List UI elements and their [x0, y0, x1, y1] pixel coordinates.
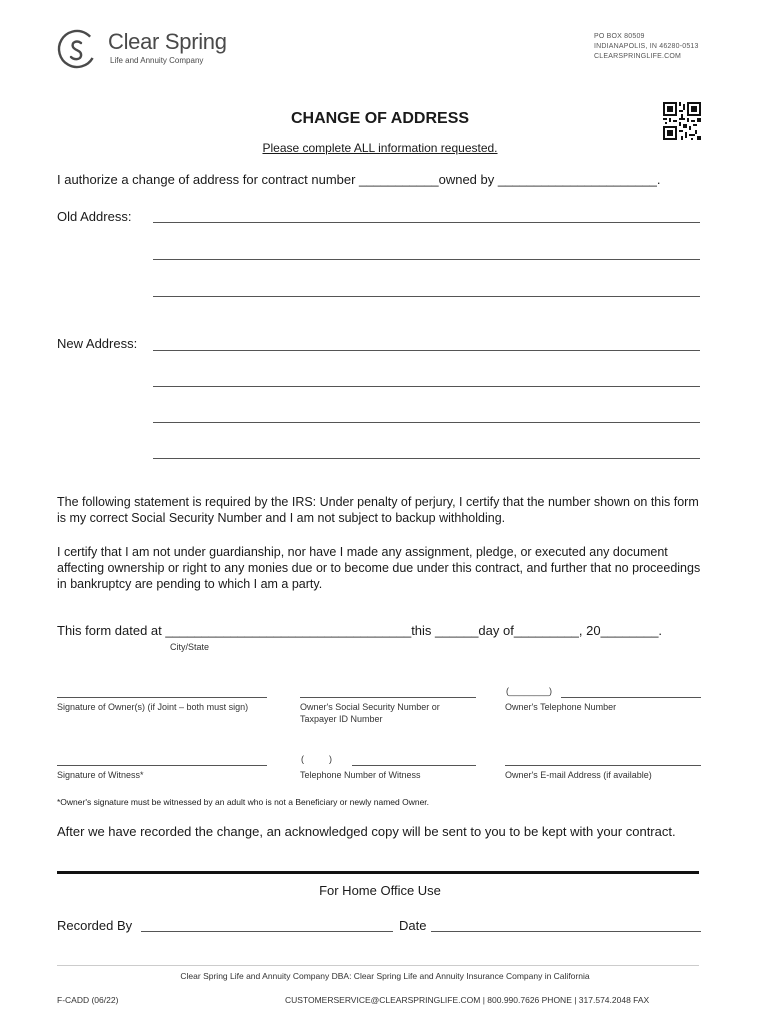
guardianship-statement: I certify that I am not under guardianship, nor have I made any assignment, pledge, or executed any document affecting ownership or right to any monies due or to become due under this contract, and further that no proceedings in bankruptcy are pending to which I am a party. [57, 545, 701, 591]
section-divider [57, 871, 699, 874]
owner-signature-label: Signature of Owner(s) (if Joint – both must sign) [57, 702, 249, 712]
brand-name: Clear Spring [108, 29, 227, 54]
witness-signature-label: Signature of Witness* [57, 770, 144, 780]
dated-line: This form dated at __________________________________this ______day of_________, 20________. [57, 623, 663, 638]
recorded-by-line[interactable] [141, 931, 393, 932]
email-label: Owner's E-mail Address (if available) [505, 770, 652, 780]
recorded-by-label: Recorded By [57, 918, 133, 933]
footer-form-code: F-CADD (06/22) [57, 995, 119, 1005]
owner-signature-line[interactable] [57, 697, 267, 698]
irs-statement [57, 494, 707, 526]
old-address-line-3[interactable] [153, 296, 700, 297]
clear-spring-logo-icon [54, 26, 100, 72]
address-website: CLEARSPRINGLIFE.COM [594, 53, 682, 60]
footer-contact: CUSTOMERSERVICE@CLEARSPRINGLIFE.COM | 800.990.7626 PHONE | 317.574.2048 FAX [285, 995, 650, 1005]
old-address-line-2[interactable] [153, 259, 700, 260]
witness-footnote: *Owner's signature must be witnessed by an adult who is not a Beneficiary or newly named Owner. [57, 797, 430, 807]
acknowledgement-text: After we have recorded the change, an acknowledged copy will be sent to you to be kept with your contract. [57, 824, 676, 839]
ssn-label: Owner's Social Security Number or Taxpayer ID Number [300, 702, 440, 724]
address-city: INDIANAPOLIS, IN 46280-0513 [594, 43, 699, 50]
witness-phone-line[interactable] [352, 765, 476, 766]
old-address-label: Old Address: [57, 209, 132, 224]
new-address-label: New Address: [57, 336, 138, 351]
authorize-line: I authorize a change of address for contract number ___________owned by ______________________. [57, 172, 661, 187]
owner-phone-label: Owner's Telephone Number [505, 702, 617, 712]
city-state-label: City/State [170, 642, 210, 652]
new-address-line-3[interactable] [153, 422, 700, 423]
witness-phone-area-code: ( ) [301, 754, 332, 764]
date-line[interactable] [431, 931, 701, 932]
email-line[interactable] [505, 765, 701, 766]
new-address-line-4[interactable] [153, 458, 700, 459]
witness-signature-line[interactable] [57, 765, 267, 766]
home-office-heading: For Home Office Use [319, 883, 441, 898]
date-label: Date [399, 918, 427, 933]
irs-statement-lead: The following statement is required by the IRS: [57, 495, 317, 509]
footer-dba: Clear Spring Life and Annuity Company DBA: Clear Spring Life and Annuity Insurance Company in California [180, 971, 590, 981]
old-address-line-1[interactable] [153, 222, 700, 223]
form-title: CHANGE OF ADDRESS [290, 110, 470, 127]
ssn-line[interactable] [300, 697, 476, 698]
irs-statement-body: Under penalty of perjury, I certify that the number shown on this form is my correct Social Security Number and I am not subject to backup withholding. [57, 495, 699, 525]
address-po-box: PO BOX 80509 [594, 33, 645, 40]
footer-divider [57, 965, 699, 966]
owner-phone-area-code: (________) [506, 686, 553, 696]
form-subtitle: Please complete ALL information requested. [262, 141, 498, 155]
owner-phone-line[interactable] [561, 697, 701, 698]
brand-subtitle: Life and Annuity Company [110, 56, 204, 65]
witness-phone-label: Telephone Number of Witness [300, 770, 421, 780]
new-address-line-2[interactable] [153, 386, 700, 387]
new-address-line-1[interactable] [153, 350, 700, 351]
